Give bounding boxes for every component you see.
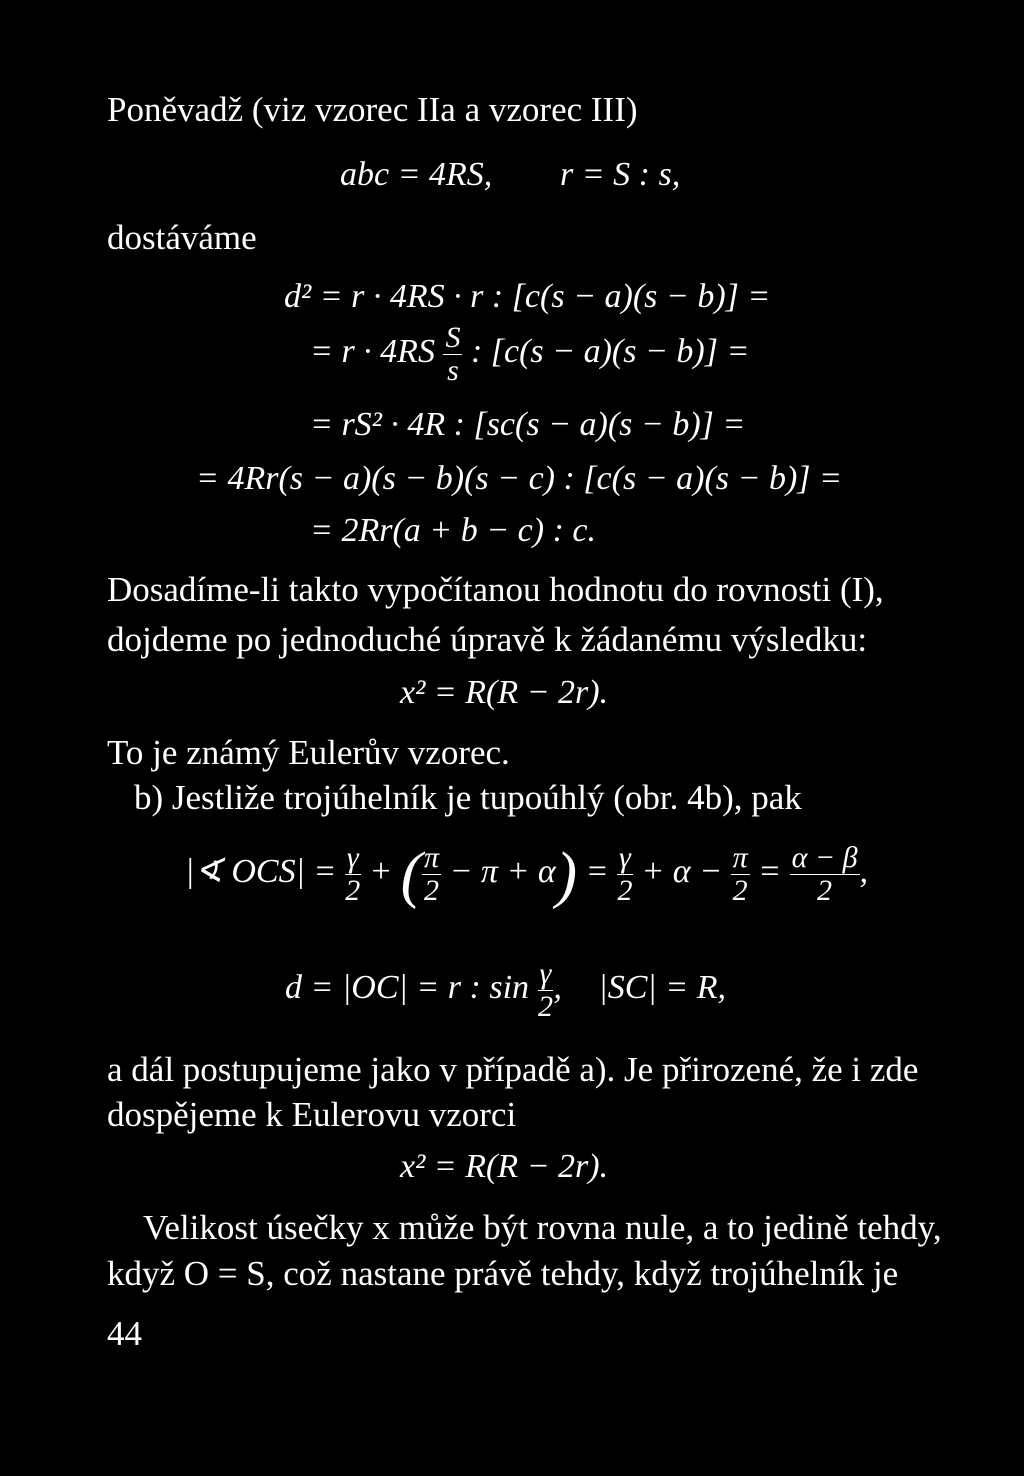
- num: π: [732, 841, 748, 874]
- right-paren: ): [555, 838, 578, 910]
- d-formula: [285, 958, 726, 1022]
- num: γ: [346, 841, 359, 874]
- case-b-line: b) Jestliže trojúhelník je tupoúhlý (obr. 4b), pak: [134, 778, 802, 817]
- para3-line-1: Velikost úsečky x může být rovna nule, a to jedině tehdy,: [143, 1208, 942, 1247]
- formula-abc: abc = 4RS,: [340, 156, 493, 193]
- den: 2: [617, 873, 633, 907]
- left-paren: (: [400, 838, 422, 910]
- fraction-gamma-2: [345, 842, 361, 906]
- den: 2: [423, 873, 439, 907]
- fraction-gamma-2b: [617, 842, 633, 906]
- comma: ,: [859, 852, 869, 890]
- d2-line-5: = 2Rr(a + b − c) : c.: [310, 512, 596, 549]
- num: π: [423, 841, 439, 874]
- den: 2: [817, 873, 833, 907]
- equals-sign-2: =: [758, 852, 782, 890]
- inner-tail: − π + α: [449, 852, 556, 890]
- comma: ,: [553, 968, 562, 1006]
- sc-equation: |SC| = R,: [598, 968, 726, 1006]
- euler-formula-2: x² = R(R − 2r).: [400, 1148, 609, 1185]
- fraction-pi-2b: [731, 842, 750, 906]
- den: 2: [537, 989, 553, 1023]
- equals-sign: =: [585, 852, 609, 890]
- euler-formula-1: x² = R(R − 2r).: [400, 674, 609, 711]
- den: 2: [345, 873, 361, 907]
- page-number: 44: [107, 1314, 142, 1353]
- dostavame-word: dostáváme: [107, 218, 257, 257]
- d2-line-4: = 4Rr(s − a)(s − b)(s − c) : [c(s − a)(s − b)] =: [196, 460, 842, 497]
- fraction-s-over-s: [443, 322, 462, 386]
- fraction-pi-2: [422, 842, 441, 906]
- angle-formula: [185, 838, 869, 910]
- fraction-numerator: S: [445, 321, 461, 354]
- d-lhs: d = |OC| = r : sin: [285, 968, 530, 1006]
- para2-line-2: dospějeme k Eulerovu vzorci: [107, 1095, 517, 1134]
- intro-line: Poněvadž (viz vzorec IIa a vzorec III): [107, 90, 638, 129]
- num: γ: [619, 841, 631, 874]
- fraction-alpha-beta-2: [790, 842, 860, 906]
- den: 2: [732, 873, 748, 907]
- d2-line-2-pre: = r · 4RS: [310, 332, 435, 370]
- num: γ: [539, 957, 552, 990]
- para2-line-1: a dál postupujeme jako v případě a). Je přirozené, že i zde: [107, 1050, 919, 1089]
- d2-line-3: = rS² · 4R : [sc(s − a)(s − b)] =: [310, 406, 746, 443]
- fraction-gamma-2c: [538, 958, 554, 1022]
- num: α − β: [791, 841, 858, 874]
- para3-line-2: když O = S, což nastane právě tehdy, když trojúhelník je: [107, 1254, 899, 1293]
- d2-line-2-post: : [c(s − a)(s − b)] =: [470, 332, 750, 370]
- plus-alpha-minus: + α −: [641, 852, 723, 890]
- plus-sign: +: [369, 852, 393, 890]
- para1-line-1: Dosadíme-li takto vypočítanou hodnotu do rovnosti (I),: [107, 570, 884, 609]
- d2-line-2: [310, 322, 749, 386]
- para1-line-2: dojdeme po jednoduché úpravě k žádanému výsledku:: [107, 620, 868, 659]
- d2-line-1: d² = r · 4RS · r : [c(s − a)(s − b)] =: [284, 278, 771, 315]
- angle-lhs: |∢ OCS| =: [185, 852, 337, 890]
- formula-r: r = S : s,: [560, 156, 681, 193]
- fraction-denominator: s: [447, 353, 459, 387]
- to-je-line: To je známý Eulerův vzorec.: [107, 733, 510, 772]
